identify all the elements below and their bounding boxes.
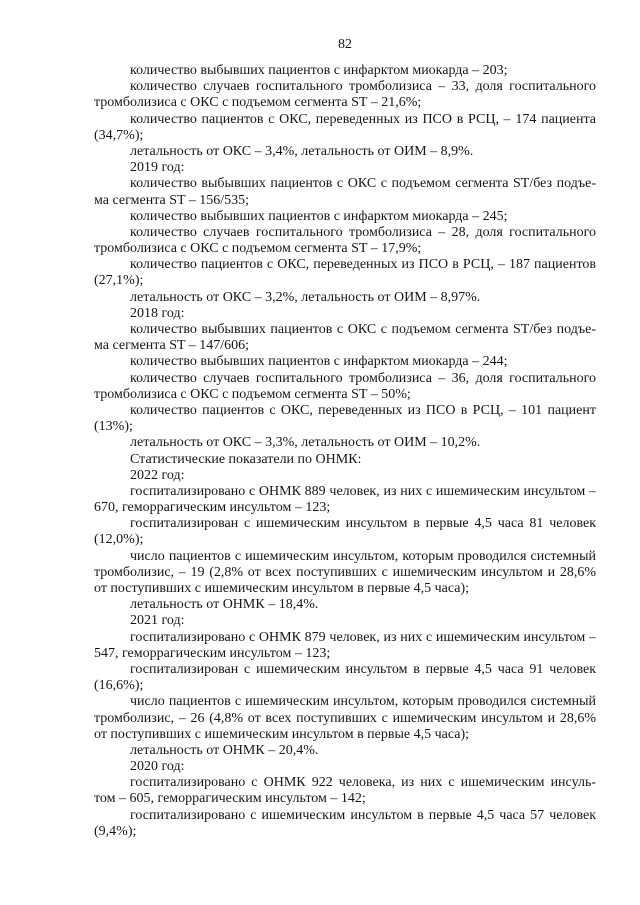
text-line bbox=[94, 662, 596, 678]
paragraph bbox=[94, 112, 596, 144]
text-line bbox=[94, 775, 596, 791]
text-line bbox=[94, 79, 596, 95]
line-text: 670, геморрагическим инсультом – 123; bbox=[94, 500, 331, 516]
line-text: от поступивших с ишемическим инсультом в первые 4,5 часа); bbox=[94, 581, 470, 596]
text-line bbox=[94, 144, 596, 160]
line-text: 2020 год: bbox=[130, 759, 185, 775]
line-text: летальность от ОКС – 3,2%, летальность от ОИМ – 8,97%. bbox=[130, 289, 481, 305]
text-line bbox=[94, 565, 596, 581]
line-text: госпитализировано с ОНМК 889 человек, из них с ишемическим инсультом – bbox=[130, 483, 596, 499]
line-text: тромболизис, – 26 (4,8% от всех поступивших с ишемическим инсультом и 28,6% bbox=[94, 710, 596, 726]
paragraph bbox=[94, 306, 596, 322]
text-line bbox=[94, 516, 596, 532]
text-line bbox=[94, 743, 596, 759]
paragraph bbox=[94, 597, 596, 613]
paragraph bbox=[94, 468, 596, 484]
line-text: (16,6%); bbox=[94, 678, 144, 694]
line-text: госпитализировано с ишемическим инсультом в первые 4,5 часа 57 человек bbox=[130, 807, 596, 823]
line-text: госпитализировано с ОНМК 879 человек, из них с ишемическим инсультом – bbox=[130, 629, 596, 645]
line-text: количество пациентов с ОКС, переведенных из ПСО в РСЦ, – 187 пациентов bbox=[130, 257, 596, 273]
line-text: ма сегмента ST – 156/535; bbox=[94, 192, 250, 208]
text-line bbox=[94, 613, 596, 629]
line-text: летальность от ОКС – 3,4%, летальность от ОИМ – 8,9%. bbox=[130, 143, 474, 159]
paragraph bbox=[94, 403, 596, 435]
text-line bbox=[94, 387, 596, 403]
text-line bbox=[94, 176, 596, 192]
paragraph bbox=[94, 613, 596, 629]
line-text: тромболизиса с ОКС с подъемом сегмента ST – 50%; bbox=[94, 386, 411, 402]
paragraph bbox=[94, 354, 596, 370]
line-text: (12,0%); bbox=[94, 532, 144, 548]
line-text: госпитализировано с ОНМК 922 человека, из них с ишемическим инсуль- bbox=[130, 775, 596, 791]
text-line bbox=[94, 468, 596, 484]
paragraph bbox=[94, 322, 596, 354]
line-text: том – 605, геморрагическим инсультом – 142; bbox=[94, 791, 366, 807]
line-text: тромболизиса с ОКС с подъемом сегмента ST – 21,6%; bbox=[94, 95, 422, 111]
text-line bbox=[94, 597, 596, 613]
text-line bbox=[94, 419, 596, 435]
line-text: летальность от ОКС – 3,3%, летальность от ОИМ – 10,2%. bbox=[130, 435, 481, 451]
line-text: госпитализирован с ишемическим инсультом в первые 4,5 часа 81 человек bbox=[130, 516, 596, 532]
line-text: (9,4%); bbox=[94, 823, 137, 839]
line-text: летальность от ОНМК – 20,4%. bbox=[130, 742, 319, 758]
paragraph bbox=[94, 452, 596, 468]
text-line bbox=[94, 711, 596, 727]
paragraph bbox=[94, 176, 596, 208]
paragraph bbox=[94, 225, 596, 257]
paragraph bbox=[94, 775, 596, 807]
line-text: количество выбывших пациентов с ОКС с подъемом сегмента ST/без подъе- bbox=[130, 322, 596, 337]
line-text: количество случаев госпитального тромболизиса – 28, доля госпитального bbox=[130, 224, 596, 240]
text-line bbox=[94, 500, 596, 516]
line-text: 2018 год: bbox=[130, 305, 185, 321]
text-line bbox=[94, 225, 596, 241]
line-text: число пациентов с ишемическим инсультом, которым проводился системный bbox=[130, 694, 596, 710]
text-line bbox=[94, 193, 596, 209]
text-line bbox=[94, 759, 596, 775]
line-text: тромболизиса с ОКС с подъемом сегмента ST – 17,9%; bbox=[94, 241, 422, 257]
text-line bbox=[94, 273, 596, 289]
text-line bbox=[94, 95, 596, 111]
paragraph bbox=[94, 79, 596, 111]
line-text: количество выбывших пациентов с инфарктом миокарда – 203; bbox=[130, 63, 508, 78]
text-line bbox=[94, 549, 596, 565]
text-line bbox=[94, 727, 596, 743]
paragraph bbox=[94, 662, 596, 694]
paragraph bbox=[94, 290, 596, 306]
line-text: летальность от ОНМК – 18,4%. bbox=[130, 597, 319, 613]
text-line bbox=[94, 824, 596, 840]
text-line bbox=[94, 791, 596, 807]
text-line bbox=[94, 338, 596, 354]
text-line bbox=[94, 678, 596, 694]
paragraph bbox=[94, 435, 596, 451]
text-line bbox=[94, 322, 596, 338]
paragraph bbox=[94, 484, 596, 516]
line-text: ма сегмента ST – 147/606; bbox=[94, 338, 250, 354]
line-text: количество случаев госпитального тромболизиса – 33, доля госпитального bbox=[130, 79, 596, 95]
paragraph bbox=[94, 160, 596, 176]
line-text: 2021 год: bbox=[130, 613, 185, 629]
line-text: количество выбывших пациентов с инфарктом миокарда – 245; bbox=[130, 208, 508, 224]
text-line bbox=[94, 694, 596, 710]
paragraph bbox=[94, 144, 596, 160]
paragraph bbox=[94, 630, 596, 662]
line-text: от поступивших с ишемическим инсультом в первые 4,5 часа); bbox=[94, 726, 470, 742]
line-text: количество случаев госпитального тромболизиса – 36, доля госпитального bbox=[130, 370, 596, 386]
paragraph bbox=[94, 209, 596, 225]
text-line bbox=[94, 532, 596, 548]
paragraph bbox=[94, 549, 596, 598]
paragraph bbox=[94, 63, 596, 79]
text-line bbox=[94, 630, 596, 646]
line-text: (13%); bbox=[94, 419, 133, 435]
line-text: количество пациентов с ОКС, переведенных из ПСО в РСЦ, – 174 пациента bbox=[130, 111, 596, 127]
line-text: госпитализирован с ишемическим инсультом в первые 4,5 часа 91 человек bbox=[130, 661, 596, 677]
text-line bbox=[94, 306, 596, 322]
text-line bbox=[94, 581, 596, 597]
line-text: количество выбывших пациентов с ОКС с подъемом сегмента ST/без подъе- bbox=[130, 176, 596, 192]
line-text: (34,7%); bbox=[94, 127, 144, 143]
text-line bbox=[94, 241, 596, 257]
text-line bbox=[94, 63, 596, 79]
text-line bbox=[94, 209, 596, 225]
document-body bbox=[94, 63, 596, 840]
text-line bbox=[94, 128, 596, 144]
line-text: количество пациентов с ОКС, переведенных из ПСО в РСЦ, – 101 пациент bbox=[130, 402, 596, 418]
paragraph bbox=[94, 759, 596, 775]
paragraph bbox=[94, 743, 596, 759]
text-line bbox=[94, 290, 596, 306]
text-line bbox=[94, 160, 596, 176]
text-line bbox=[94, 646, 596, 662]
line-text: количество выбывших пациентов с инфарктом миокарда – 244; bbox=[130, 354, 508, 370]
paragraph bbox=[94, 371, 596, 403]
text-line bbox=[94, 435, 596, 451]
text-line bbox=[94, 354, 596, 370]
text-line bbox=[94, 371, 596, 387]
line-text: тромболизис, – 19 (2,8% от всех поступивших с ишемическим инсультом и 28,6% bbox=[94, 564, 596, 580]
line-text: 547, геморрагическим инсультом – 123; bbox=[94, 645, 331, 661]
paragraph bbox=[94, 516, 596, 548]
line-text: (27,1%); bbox=[94, 273, 144, 289]
line-text: 2022 год: bbox=[130, 467, 185, 483]
line-text: 2019 год: bbox=[130, 160, 185, 176]
text-line bbox=[94, 112, 596, 128]
page-number: 82 bbox=[338, 37, 352, 52]
text-line bbox=[94, 403, 596, 419]
text-line bbox=[94, 257, 596, 273]
paragraph bbox=[94, 694, 596, 743]
text-line bbox=[94, 808, 596, 824]
line-text: Статистические показатели по ОНМК: bbox=[130, 451, 362, 467]
paragraph bbox=[94, 257, 596, 289]
text-line bbox=[94, 484, 596, 500]
paragraph bbox=[94, 808, 596, 840]
line-text: число пациентов с ишемическим инсультом, которым проводился системный bbox=[130, 548, 596, 564]
text-line bbox=[94, 452, 596, 468]
